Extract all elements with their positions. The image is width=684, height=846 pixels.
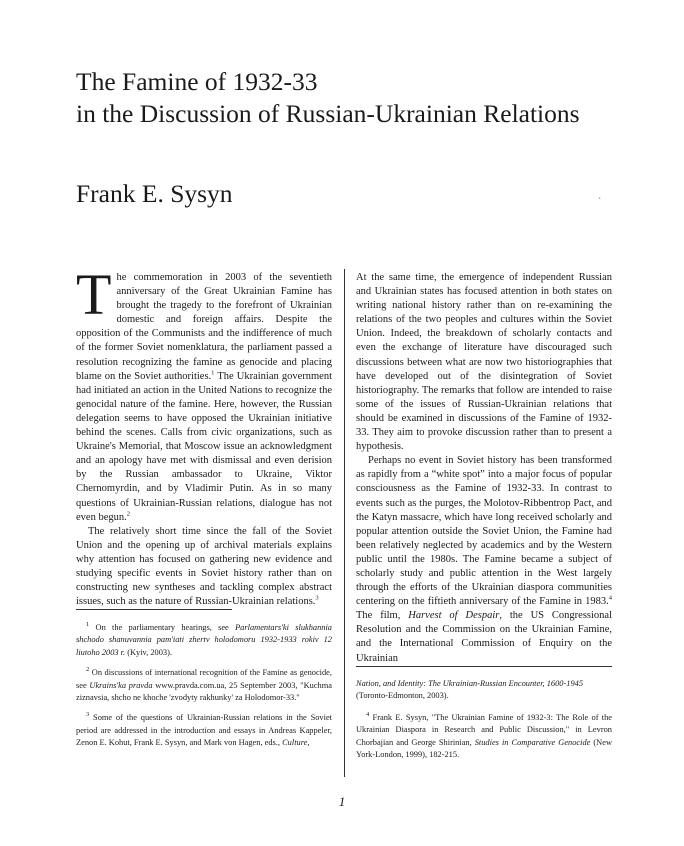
footnote-continuation [356,678,612,703]
footnote-citation: Parlamentars'ki slukhannia shchodo shanuvannia pam'iati zhertv holodomoru 1932-1933 rokiv 12 liutoho 2003 r. [76,623,332,657]
footnote-rule [356,666,612,667]
column-divider [344,269,345,777]
film-title: Harvest of Despair [408,610,500,622]
paragraph-text: , the US Congressional Resolution and the Commission on the Ukrainian Famine, and the International Commission of Enquiry on the Ukrainian [356,610,612,664]
footnote-citation: Culture, [282,738,310,748]
footnote-citation: Ukrains'ka pravda [89,680,153,690]
footnote-ref[interactable]: 3 [315,594,319,602]
article-title [76,66,666,130]
footnote-text: (New York-London, 1999), 182-215. [356,737,612,760]
paragraph-text: At the same time, the emergence of independent Russian and Ukrainian states has focused attention in both states on writing national history rather than on re-examining the relations of the two peoples and cultures within the Soviet Union. Indeed, the breakdown of scholarly contacts and even the exchange of literature have discouraged such discussions between what are now two historiographies that have developed out of the disintegration of Soviet historiography. The remarks that follow are intended to raise some of the issues of Russian-Ukrainian relations that should be examined in discussions of the Famine of 1932-33. They aim to provoke discussion rather than to present a hypothesis. [356,272,612,453]
drop-cap: T [76,262,112,327]
footnote-citation: Nation, and Identity: The Ukrainian-Russian Encounter, 1600-1945 [356,679,584,688]
paragraph [356,454,612,665]
footnote-mark: 1 [86,621,90,629]
footnote-mark: 2 [86,666,90,674]
footnotes-right [356,678,612,769]
paragraph-text: The Ukrainian government had initiated an action in the United Nations to recognize the genocidal nature of the famine. Here, however, the Russian delegation seems to have opposed the Ukrainian initiative behind the scenes. Calls from civic organizations, such as Ukraine's Memorial, that Moscow issue an acknowledgment and an apology have met with dismissal and even derision by the Russian ambassador to Ukraine, Viktor Chernomyrdin, and by Vladimir Putin. As in so many questions of Ukrainian-Russian relations, dialogue has not even begun. [76,370,332,523]
footnote-rule [76,609,232,610]
footnote-citation: Studies in Comparative Genocide [474,737,591,747]
title-line-1: The Famine of 1932-33 [76,67,318,96]
footnote-text: Frank E. Sysyn, "The Ukrainian Famine of 1932-3: The Role of the Ukrainian Diaspora in Research and Public Discussion," in Levron Chorbajian and George Shirinian, [356,712,612,747]
paragraph [76,262,332,525]
page-number: 1 [338,794,346,809]
footnote-text: Some of the questions of Ukrainian-Russian relations in the Soviet period are addressed in the introduction and essays in Andreas Kappeler, Zenon E. Kohut, Frank E. Sysyn, and Mark von Hagen, eds., [76,713,332,748]
paragraph-text: The relatively short time since the fall of the Soviet Union and the opening up of archival materials explains why attention has focused on gathering new evidence and studying specific events in Soviet history rather than on constructing new syntheses and tackling complex abstract issues, such as the nature of Russian-Ukrainian relations. [76,525,332,608]
left-column [76,262,332,609]
paragraph [356,271,612,454]
footnote-ref[interactable]: 4 [608,594,612,602]
footnote-text: (Kyiv, 2003). [125,647,173,657]
footnote [76,667,332,704]
footnote [76,622,332,659]
paragraph-text: he commemoration in 2003 of the seventieth anniversary of the Great Ukrainian Famine has brought the tragedy to the forefront of Ukrainian domestic and foreign affairs. Despite the opposition of the Communists and the indifference of much of the former Soviet nomenklatura, the parliament passed a resolution recognizing the famine as genocide and placing blame on the Soviet authorities. [76,272,332,382]
footnote-text: www.pravda.com.ua, 25 September 2003, "Kuchma ziznavsia, shcho ne khoche 'zvodyty rakhunky' za Holodomor-33." [76,680,332,703]
author-name: Frank E. Sysyn [76,179,233,208]
corner-mark: ˎ [598,190,602,199]
footnote [356,712,612,762]
paragraph-text: The film, [356,610,409,622]
paragraph-text: Perhaps no event in Soviet history has been transformed as rapidly from a “white spot” into a major focus of popular consciousness as the Famine of 1932-33. In contrast to events such as the purges, the Molotov-Ribbentrop Pact, and the Katyn massacre, which have long received scholarly and popular attention outside the Soviet Union, the Famine had been relatively neglected by academics and by the Western public until the 1980s. The Famine became a subject of scholarly study and public attention in the West largely through the efforts of the Ukrainian diaspora communities centering on the fiftieth anniversary of the Famine in 1983. [356,455,612,608]
footnote-ref[interactable]: 1 [211,369,215,377]
footnote-mark: 4 [366,711,370,719]
footnote-ref[interactable]: 2 [126,510,130,518]
title-line-2: in the Discussion of Russian-Ukrainian Relations [76,99,580,128]
paragraph [76,525,332,610]
footnote [76,712,332,749]
footnote-text: (Toronto-Edmonton, 2003). [356,691,449,701]
footnotes-left [76,622,332,758]
footnote-text: On the parliamentary hearings, see [89,623,236,632]
right-column [356,271,612,666]
footnote-text: On discussions of international recognition of the Famine as genocide, see [76,668,332,690]
footnote-mark: 3 [86,711,90,719]
